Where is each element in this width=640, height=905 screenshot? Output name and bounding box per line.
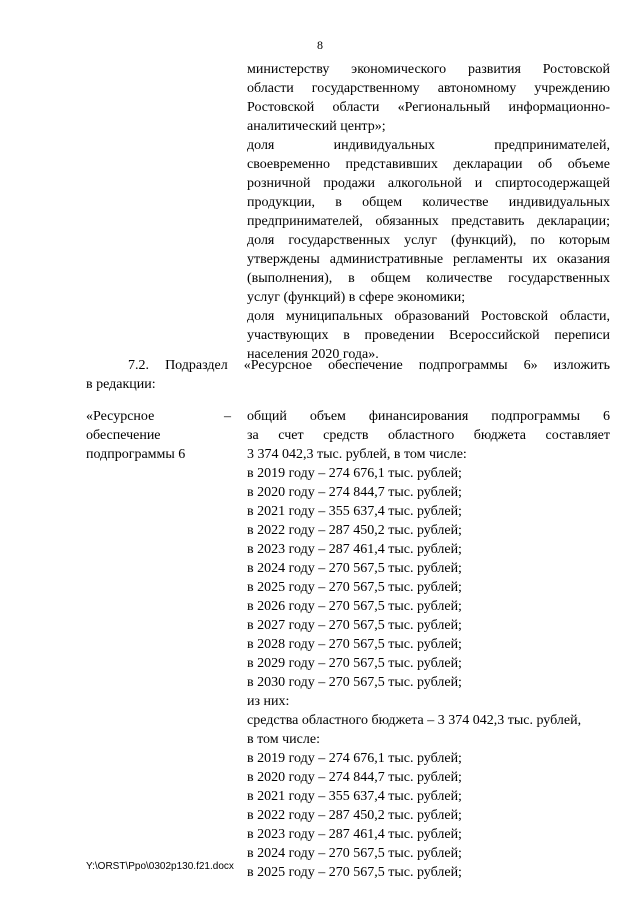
funding-line: в 2021 году – 355 637,4 тыс. рублей; <box>247 504 462 519</box>
text-line: предпринимателей, обязанных представить декларации; <box>247 214 610 229</box>
text-line: доля индивидуальных предпринимателей, <box>247 138 610 153</box>
text-line: розничной продажи алкогольной и спиртосодержащей <box>247 176 610 191</box>
funding-line: в том числе: <box>247 732 320 747</box>
funding-line: в 2028 году – 270 567,5 тыс. рублей; <box>247 637 462 652</box>
funding-line: общий объем финансирования подпрограммы 6 <box>247 409 610 424</box>
text-line: услуг (функций) в сфере экономики; <box>247 290 466 305</box>
funding-line: в 2027 году – 270 567,5 тыс. рублей; <box>247 618 462 633</box>
funding-line: за счет средств областного бюджета составляет <box>247 428 610 443</box>
funding-line: из них: <box>247 694 290 709</box>
funding-line: средства областного бюджета – 3 374 042,3 тыс. рублей, <box>247 713 582 728</box>
text-line: утверждены административные регламенты их оказания <box>247 252 610 267</box>
text-line: доля муниципальных образований Ростовской области, <box>247 309 610 324</box>
funding-line: в 2022 году – 287 450,2 тыс. рублей; <box>247 523 462 538</box>
paragraph-line: 7.2. Подраздел «Ресурсное обеспечение подпрограммы 6» изложить <box>128 358 610 373</box>
funding-line: в 2019 году – 274 676,1 тыс. рублей; <box>247 466 462 481</box>
section-label-line: подпрограммы 6 <box>86 447 186 462</box>
funding-line: в 2020 году – 274 844,7 тыс. рублей; <box>247 770 462 785</box>
funding-line: в 2023 году – 287 461,4 тыс. рублей; <box>247 827 462 842</box>
funding-line: в 2025 году – 270 567,5 тыс. рублей; <box>247 865 462 880</box>
funding-line: в 2030 году – 270 567,5 тыс. рублей; <box>247 675 462 690</box>
funding-line: в 2023 году – 287 461,4 тыс. рублей; <box>247 542 462 557</box>
funding-line: в 2019 году – 274 676,1 тыс. рублей; <box>247 751 462 766</box>
section-dash: – <box>224 409 231 424</box>
text-line: своевременно представивших декларации об объеме <box>247 157 610 172</box>
funding-line: в 2029 году – 270 567,5 тыс. рублей; <box>247 656 462 671</box>
page-number: 8 <box>317 38 323 52</box>
text-line: участвующих в проведении Всероссийской переписи <box>247 328 610 343</box>
footer-file-path: Y:\ORST\Ppo\0302p130.f21.docx <box>86 861 234 872</box>
funding-line: 3 374 042,3 тыс. рублей, в том числе: <box>247 447 467 462</box>
text-line: (выполнения), в общем количестве государственных <box>247 271 610 286</box>
text-line: доля государственных услуг (функций), по которым <box>247 233 610 248</box>
funding-line: в 2024 году – 270 567,5 тыс. рублей; <box>247 561 462 576</box>
text-line: аналитический центр»; <box>247 119 386 134</box>
text-line: Ростовской области «Региональный информационно- <box>247 100 610 115</box>
funding-line: в 2026 году – 270 567,5 тыс. рублей; <box>247 599 462 614</box>
text-line: области государственному автономному учреждению <box>247 81 610 96</box>
funding-line: в 2025 году – 270 567,5 тыс. рублей; <box>247 580 462 595</box>
funding-line: в 2021 году – 355 637,4 тыс. рублей; <box>247 789 462 804</box>
funding-line: в 2024 году – 270 567,5 тыс. рублей; <box>247 846 462 861</box>
funding-line: в 2022 году – 287 450,2 тыс. рублей; <box>247 808 462 823</box>
paragraph-line: в редакции: <box>86 377 156 392</box>
funding-line: в 2020 году – 274 844,7 тыс. рублей; <box>247 485 462 500</box>
text-line: министерству экономического развития Ростовской <box>247 62 610 77</box>
section-label-line: обеспечение <box>86 428 161 443</box>
text-line: продукции, в общем количестве индивидуальных <box>247 195 610 210</box>
section-label-line: «Ресурсное <box>86 409 155 424</box>
text-line: населения 2020 года». <box>247 347 379 362</box>
